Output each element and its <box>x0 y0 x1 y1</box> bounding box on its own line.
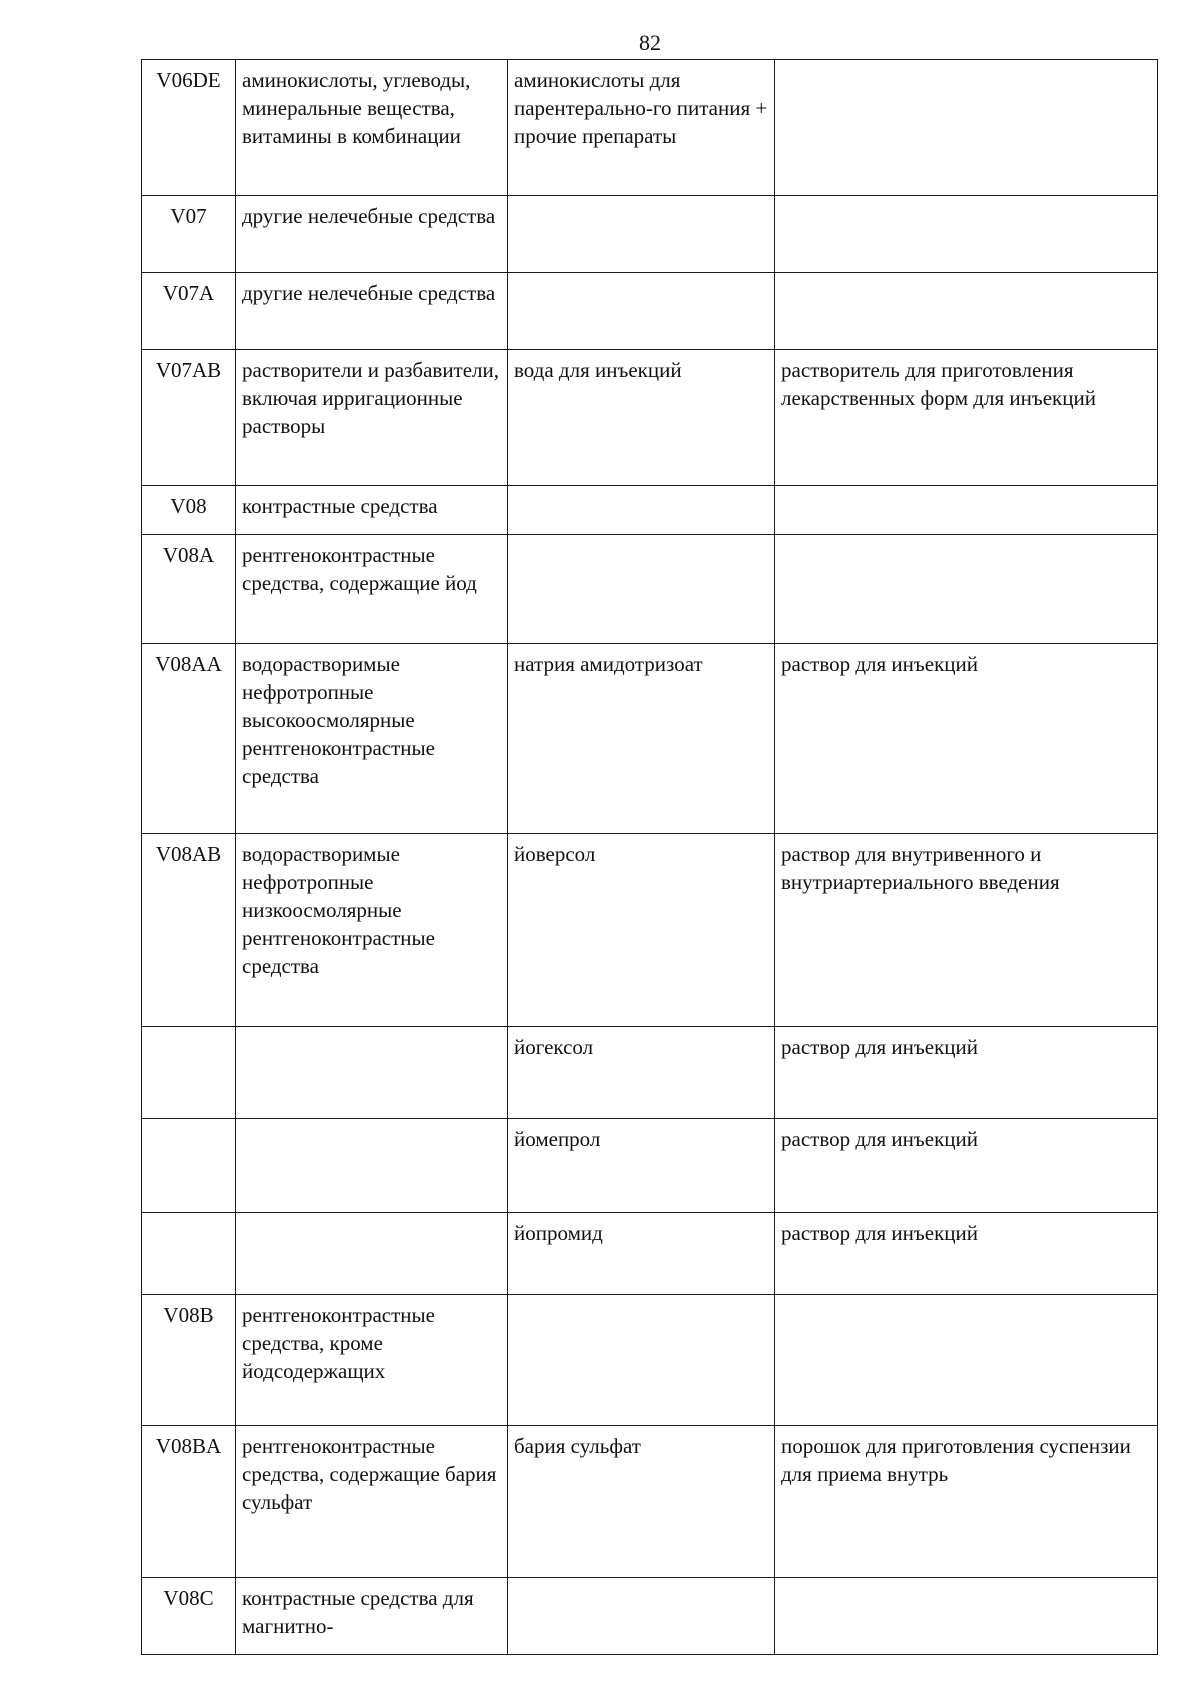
table-row <box>142 350 1158 486</box>
atc-code-cell: V08C <box>142 1578 236 1655</box>
table-row <box>142 196 1158 273</box>
group-cell: водорастворимые нефротропные высокоосмолярные рентгеноконтрастные средства <box>236 644 508 834</box>
group-cell: рентгеноконтрастные средства, содержащие бария сульфат <box>236 1426 508 1578</box>
dosage-form-cell <box>775 196 1158 273</box>
substance-cell <box>508 1578 775 1655</box>
group-cell: аминокислоты, углеводы, минеральные вещества, витамины в комбинации <box>236 60 508 196</box>
substance-cell <box>508 273 775 350</box>
atc-code-cell: V08AB <box>142 834 236 1027</box>
atc-code-cell <box>142 1027 236 1119</box>
substance-cell: йомепрол <box>508 1119 775 1213</box>
dosage-form-cell: растворитель для приготовления лекарственных форм для инъекций <box>775 350 1158 486</box>
atc-code-cell: V07A <box>142 273 236 350</box>
atc-code-cell: V06DE <box>142 60 236 196</box>
substance-cell: йогексол <box>508 1027 775 1119</box>
table-row <box>142 60 1158 196</box>
table-row <box>142 1426 1158 1578</box>
substance-cell <box>508 1295 775 1426</box>
dosage-form-cell: раствор для инъекций <box>775 644 1158 834</box>
atc-code-cell: V08AA <box>142 644 236 834</box>
atc-code-cell: V07 <box>142 196 236 273</box>
table-row <box>142 644 1158 834</box>
table-row <box>142 1213 1158 1295</box>
substance-cell <box>508 535 775 644</box>
dosage-form-cell: порошок для приготовления суспензии для приема внутрь <box>775 1426 1158 1578</box>
group-cell: растворители и разбавители, включая ирригационные растворы <box>236 350 508 486</box>
atc-code-cell <box>142 1119 236 1213</box>
table-row <box>142 486 1158 535</box>
group-cell: рентгеноконтрастные средства, содержащие йод <box>236 535 508 644</box>
substance-cell: вода для инъекций <box>508 350 775 486</box>
group-cell: контрастные средства <box>236 486 508 535</box>
table-row <box>142 535 1158 644</box>
table-row <box>142 1027 1158 1119</box>
group-cell: рентгеноконтрастные средства, кроме йодсодержащих <box>236 1295 508 1426</box>
dosage-form-cell: раствор для инъекций <box>775 1213 1158 1295</box>
substance-cell: йопромид <box>508 1213 775 1295</box>
drug-table <box>141 59 1158 1655</box>
group-cell: другие нелечебные средства <box>236 273 508 350</box>
substance-cell: йоверсол <box>508 834 775 1027</box>
dosage-form-cell: раствор для внутривенного и внутриартериального введения <box>775 834 1158 1027</box>
atc-code-cell <box>142 1213 236 1295</box>
dosage-form-cell <box>775 486 1158 535</box>
dosage-form-cell <box>775 535 1158 644</box>
group-cell <box>236 1027 508 1119</box>
table-row <box>142 1119 1158 1213</box>
dosage-form-cell <box>775 273 1158 350</box>
group-cell <box>236 1213 508 1295</box>
substance-cell: бария сульфат <box>508 1426 775 1578</box>
group-cell: другие нелечебные средства <box>236 196 508 273</box>
atc-code-cell: V08B <box>142 1295 236 1426</box>
atc-code-cell: V08 <box>142 486 236 535</box>
group-cell: контрастные средства для магнитно- <box>236 1578 508 1655</box>
atc-code-cell: V08BA <box>142 1426 236 1578</box>
substance-cell <box>508 196 775 273</box>
dosage-form-cell <box>775 1295 1158 1426</box>
dosage-form-cell <box>775 60 1158 196</box>
group-cell <box>236 1119 508 1213</box>
table-row <box>142 1295 1158 1426</box>
atc-code-cell: V08A <box>142 535 236 644</box>
dosage-form-cell <box>775 1578 1158 1655</box>
group-cell: водорастворимые нефротропные низкоосмолярные рентгеноконтрастные средства <box>236 834 508 1027</box>
table-row <box>142 1578 1158 1655</box>
table-row <box>142 834 1158 1027</box>
atc-code-cell: V07AB <box>142 350 236 486</box>
table-row <box>142 273 1158 350</box>
dosage-form-cell: раствор для инъекций <box>775 1119 1158 1213</box>
substance-cell <box>508 486 775 535</box>
substance-cell: аминокислоты для парентерально-го питания + прочие препараты <box>508 60 775 196</box>
substance-cell: натрия амидотризоат <box>508 644 775 834</box>
page-number: 82 <box>639 30 661 55</box>
dosage-form-cell: раствор для инъекций <box>775 1027 1158 1119</box>
